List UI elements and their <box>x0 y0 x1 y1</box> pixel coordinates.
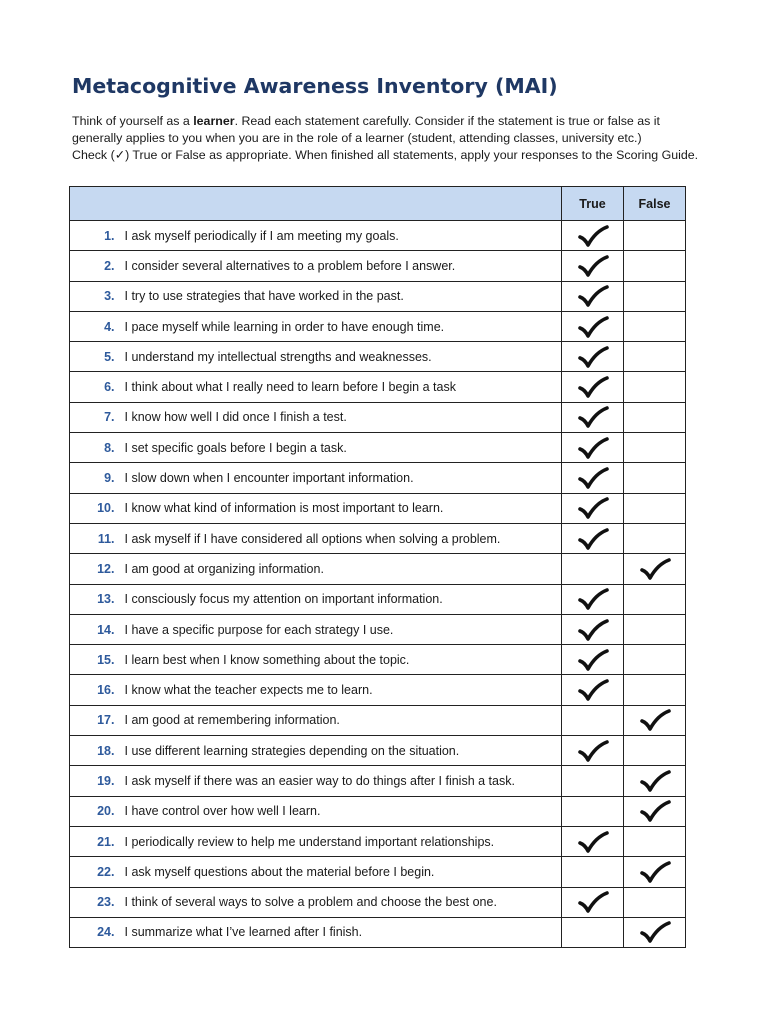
item-statement <box>125 281 562 311</box>
statement-text: I ask myself if I have considered all options when solving a problem. <box>124 531 501 546</box>
checkmark-icon <box>576 830 610 854</box>
true-checkbox-cell[interactable] <box>562 281 624 311</box>
table-row <box>70 311 686 341</box>
true-checkbox-cell[interactable] <box>562 433 624 463</box>
statement-text: I set specific goals before I begin a task. <box>124 440 347 455</box>
false-checkbox-cell[interactable] <box>624 736 686 766</box>
checkmark-icon <box>638 799 672 823</box>
checkmark-icon <box>576 345 610 369</box>
true-checkbox-cell[interactable] <box>562 584 624 614</box>
item-number: 15. <box>70 645 125 675</box>
item-statement <box>125 311 562 341</box>
statement-text: I am good at organizing information. <box>124 561 324 576</box>
instructions <box>72 113 712 164</box>
table-row <box>70 493 686 523</box>
item-number: 16. <box>70 675 125 705</box>
item-statement <box>125 857 562 887</box>
checkmark-icon <box>576 739 610 763</box>
instructions-text: Think of yourself as a <box>72 114 194 128</box>
instructions-line-3: Check (✓) True or False as appropriate. When finished all statements, apply your responses to the Scoring Guide. <box>72 148 699 162</box>
table-row <box>70 342 686 372</box>
item-number: 12. <box>70 554 125 584</box>
table-row <box>70 433 686 463</box>
true-checkbox-cell[interactable] <box>562 372 624 402</box>
item-statement <box>125 736 562 766</box>
item-statement <box>125 342 562 372</box>
header-false: False <box>624 187 686 221</box>
false-checkbox-cell[interactable] <box>624 311 686 341</box>
item-number: 22. <box>70 857 125 887</box>
item-number: 19. <box>70 766 125 796</box>
instructions-emphasis: learner <box>193 114 235 128</box>
true-checkbox-cell[interactable] <box>562 402 624 432</box>
item-statement <box>125 372 562 402</box>
item-number: 18. <box>70 736 125 766</box>
item-statement <box>125 523 562 553</box>
false-checkbox-cell[interactable] <box>624 342 686 372</box>
checkmark-icon <box>576 678 610 702</box>
statement-text: I summarize what I’ve learned after I finish. <box>124 925 363 940</box>
table-row <box>70 523 686 553</box>
table-row <box>70 736 686 766</box>
statement-text: I have a specific purpose for each strategy I use. <box>124 622 394 637</box>
false-checkbox-cell[interactable] <box>624 645 686 675</box>
item-number: 3. <box>70 281 125 311</box>
false-checkbox-cell[interactable] <box>624 523 686 553</box>
instructions-line-1 <box>72 113 712 130</box>
false-checkbox-cell[interactable] <box>624 796 686 826</box>
item-statement <box>125 251 562 281</box>
item-statement <box>125 554 562 584</box>
table-row <box>70 917 686 947</box>
false-checkbox-cell[interactable] <box>624 221 686 251</box>
true-checkbox-cell[interactable] <box>562 826 624 856</box>
header-blank <box>70 187 562 221</box>
instructions-line-2: generally applies to you when you are in the role of a learner (student, attending classes, university etc.) <box>72 131 642 145</box>
item-number: 10. <box>70 493 125 523</box>
statement-text: I try to use strategies that have worked in the past. <box>124 289 404 304</box>
item-statement <box>125 705 562 735</box>
item-statement <box>125 493 562 523</box>
checkmark-icon <box>576 405 610 429</box>
item-statement <box>125 675 562 705</box>
checkmark-icon <box>576 436 610 460</box>
statement-text: I learn best when I know something about the topic. <box>124 652 410 667</box>
item-number: 2. <box>70 251 125 281</box>
table-row <box>70 645 686 675</box>
statement-text: I periodically review to help me understand important relationships. <box>124 834 495 849</box>
statement-text: I have control over how well I learn. <box>124 804 321 819</box>
table-row <box>70 675 686 705</box>
table-row <box>70 402 686 432</box>
checkmark-icon <box>638 769 672 793</box>
table-row <box>70 463 686 493</box>
statement-text: I think about what I really need to learn before I begin a task <box>124 380 456 395</box>
table-row <box>70 554 686 584</box>
true-checkbox-cell[interactable] <box>562 221 624 251</box>
statement-text: I consider several alternatives to a problem before I answer. <box>124 258 456 273</box>
checkmark-icon <box>638 920 672 944</box>
item-number: 21. <box>70 826 125 856</box>
false-checkbox-cell[interactable] <box>624 554 686 584</box>
true-checkbox-cell[interactable] <box>562 675 624 705</box>
checkmark-icon <box>576 587 610 611</box>
item-statement <box>125 796 562 826</box>
checkmark-icon <box>576 618 610 642</box>
false-checkbox-cell[interactable] <box>624 281 686 311</box>
true-checkbox-cell[interactable] <box>562 917 624 947</box>
false-checkbox-cell[interactable] <box>624 433 686 463</box>
statement-text: I ask myself if there was an easier way to do things after I finish a task. <box>124 773 515 788</box>
table-row <box>70 766 686 796</box>
false-checkbox-cell[interactable] <box>624 857 686 887</box>
checkmark-icon <box>576 527 610 551</box>
false-checkbox-cell[interactable] <box>624 917 686 947</box>
item-number: 4. <box>70 311 125 341</box>
table-row <box>70 826 686 856</box>
item-statement <box>125 433 562 463</box>
item-statement <box>125 221 562 251</box>
statement-text: I ask myself questions about the material before I begin. <box>124 864 435 879</box>
table-row <box>70 251 686 281</box>
true-checkbox-cell[interactable] <box>562 614 624 644</box>
table-row <box>70 705 686 735</box>
statement-text: I slow down when I encounter important information. <box>124 471 414 486</box>
true-checkbox-cell[interactable] <box>562 342 624 372</box>
statement-text: I pace myself while learning in order to have enough time. <box>124 319 445 334</box>
true-checkbox-cell[interactable] <box>562 523 624 553</box>
item-number: 20. <box>70 796 125 826</box>
false-checkbox-cell[interactable] <box>624 766 686 796</box>
checkmark-icon <box>576 315 610 339</box>
item-number: 5. <box>70 342 125 372</box>
header-true: True <box>562 187 624 221</box>
checkmark-icon <box>576 254 610 278</box>
statement-text: I am good at remembering information. <box>124 713 340 728</box>
item-statement <box>125 463 562 493</box>
item-statement <box>125 584 562 614</box>
statement-text: I understand my intellectual strengths and weaknesses. <box>124 349 432 364</box>
item-number: 6. <box>70 372 125 402</box>
false-checkbox-cell[interactable] <box>624 705 686 735</box>
false-checkbox-cell[interactable] <box>624 675 686 705</box>
false-checkbox-cell[interactable] <box>624 614 686 644</box>
statement-text: I ask myself periodically if I am meeting my goals. <box>124 228 399 243</box>
table-row <box>70 796 686 826</box>
checkmark-icon <box>576 284 610 308</box>
true-checkbox-cell[interactable] <box>562 251 624 281</box>
table-row <box>70 887 686 917</box>
item-number: 1. <box>70 221 125 251</box>
table-row <box>70 221 686 251</box>
item-statement <box>125 645 562 675</box>
checkmark-icon <box>576 375 610 399</box>
true-checkbox-cell[interactable] <box>562 554 624 584</box>
checkmark-icon <box>638 557 672 581</box>
true-checkbox-cell[interactable] <box>562 796 624 826</box>
item-number: 23. <box>70 887 125 917</box>
item-statement <box>125 766 562 796</box>
page-title: Metacognitive Awareness Inventory (MAI) <box>72 74 558 98</box>
item-statement <box>125 887 562 917</box>
false-checkbox-cell[interactable] <box>624 584 686 614</box>
checkmark-icon <box>638 860 672 884</box>
item-number: 17. <box>70 705 125 735</box>
true-checkbox-cell[interactable] <box>562 493 624 523</box>
item-statement <box>125 917 562 947</box>
item-number: 11. <box>70 523 125 553</box>
false-checkbox-cell[interactable] <box>624 463 686 493</box>
table-row <box>70 614 686 644</box>
statement-text: I consciously focus my attention on important information. <box>124 592 443 607</box>
table-row <box>70 281 686 311</box>
false-checkbox-cell[interactable] <box>624 887 686 917</box>
false-checkbox-cell[interactable] <box>624 372 686 402</box>
checkmark-icon <box>638 708 672 732</box>
table-row <box>70 857 686 887</box>
item-number: 14. <box>70 614 125 644</box>
true-checkbox-cell[interactable] <box>562 766 624 796</box>
checkmark-icon <box>576 466 610 490</box>
checkmark-icon <box>576 890 610 914</box>
true-checkbox-cell[interactable] <box>562 736 624 766</box>
item-number: 7. <box>70 402 125 432</box>
true-checkbox-cell[interactable] <box>562 705 624 735</box>
checkmark-icon <box>576 648 610 672</box>
true-checkbox-cell[interactable] <box>562 857 624 887</box>
statement-text: I know how well I did once I finish a test. <box>124 410 347 425</box>
statement-text: I use different learning strategies depending on the situation. <box>124 743 460 758</box>
table-row <box>70 372 686 402</box>
item-statement <box>125 614 562 644</box>
checkmark-icon <box>576 496 610 520</box>
instructions-text: . Read each statement carefully. Consider if the statement is true or false as it <box>234 114 660 128</box>
false-checkbox-cell[interactable] <box>624 826 686 856</box>
item-number: 24. <box>70 917 125 947</box>
item-number: 8. <box>70 433 125 463</box>
true-checkbox-cell[interactable] <box>562 645 624 675</box>
false-checkbox-cell[interactable] <box>624 402 686 432</box>
statement-text: I think of several ways to solve a problem and choose the best one. <box>124 895 497 910</box>
item-number: 13. <box>70 584 125 614</box>
true-checkbox-cell[interactable] <box>562 311 624 341</box>
true-checkbox-cell[interactable] <box>562 887 624 917</box>
statement-text: I know what kind of information is most important to learn. <box>124 501 444 516</box>
item-statement <box>125 826 562 856</box>
table-row <box>70 584 686 614</box>
item-number: 9. <box>70 463 125 493</box>
inventory-table <box>69 186 686 948</box>
item-statement <box>125 402 562 432</box>
table-header-row <box>70 187 686 221</box>
checkmark-icon <box>576 224 610 248</box>
false-checkbox-cell[interactable] <box>624 493 686 523</box>
statement-text: I know what the teacher expects me to learn. <box>124 683 373 698</box>
true-checkbox-cell[interactable] <box>562 463 624 493</box>
false-checkbox-cell[interactable] <box>624 251 686 281</box>
